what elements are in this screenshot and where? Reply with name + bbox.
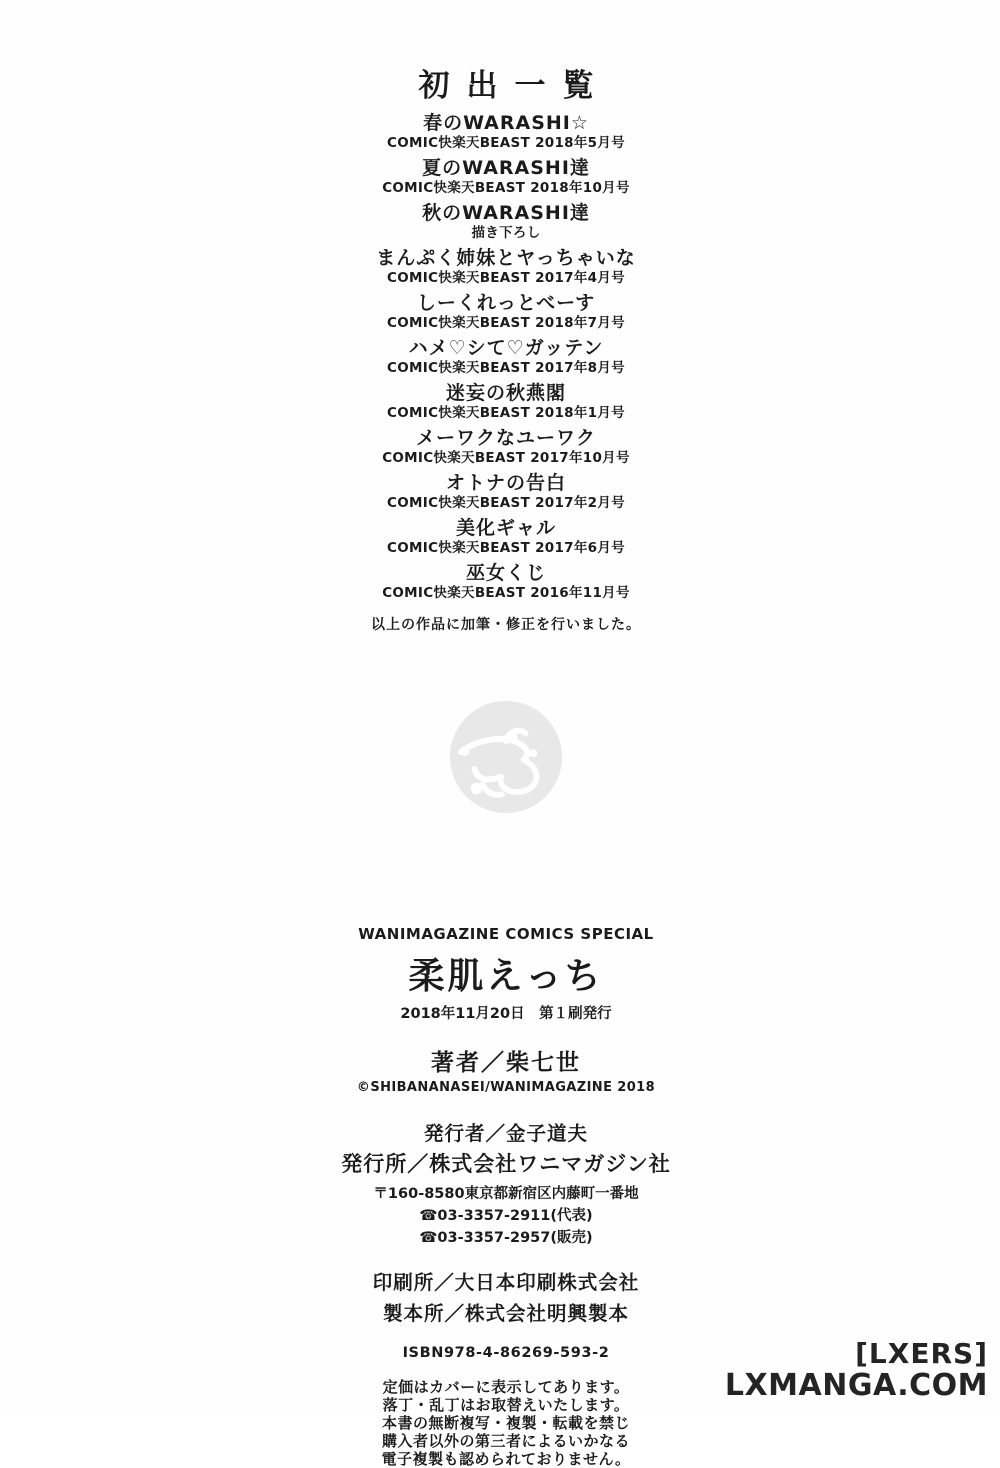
print-date: 2018年11月20日 第１刷発行 <box>400 1006 612 1022</box>
revision-note: 以上の作品に加筆・修正を行いました。 <box>371 617 641 633</box>
publisher-company: 発行所／株式会社ワニマガジン社 <box>341 1152 671 1176</box>
work-source: COMIC快楽天BEAST 2018年5月号 <box>387 135 625 151</box>
list-item <box>0 382 1000 421</box>
work-title: 迷妄の秋燕閣 <box>445 382 566 404</box>
list-item <box>0 337 1000 376</box>
work-title: まんぷく姉妹とヤっちゃいな <box>376 247 636 269</box>
list-item <box>0 517 1000 556</box>
phone-main: ☎03-3357-2911(代表) <box>419 1208 593 1224</box>
list-item <box>0 247 1000 286</box>
list-item <box>0 202 1000 241</box>
work-source: COMIC快楽天BEAST 2017年6月号 <box>387 540 625 556</box>
work-source: COMIC快楽天BEAST 2017年8月号 <box>387 360 625 376</box>
work-title: 秋のWARASHI達 <box>422 202 590 224</box>
series-label: WANIMAGAZINE COMICS SPECIAL <box>358 925 654 943</box>
work-source: COMIC快楽天BEAST 2016年11月号 <box>382 585 630 601</box>
work-source: COMIC快楽天BEAST 2018年1月号 <box>387 405 625 421</box>
work-source: COMIC快楽天BEAST 2017年4月号 <box>387 270 625 286</box>
work-title: 巫女くじ <box>465 562 546 584</box>
work-title: ハメ♡シて♡ガッテン <box>408 337 604 359</box>
work-title: オトナの告白 <box>445 472 566 494</box>
publisher-logo-area <box>0 698 1000 816</box>
book-title: 柔肌えっち <box>408 956 604 997</box>
work-source: COMIC快楽天BEAST 2017年2月号 <box>387 495 625 511</box>
list-item <box>0 157 1000 196</box>
printer-line: 印刷所／大日本印刷株式会社 <box>372 1271 640 1294</box>
site-watermark <box>724 1337 988 1403</box>
disclaimer-line: 落丁・乱丁はお取替えいたします。 <box>382 1396 630 1414</box>
publisher-person: 発行者／金子道夫 <box>423 1122 588 1145</box>
wanimagazine-crocodile-logo-icon <box>447 698 565 816</box>
binder-line: 製本所／株式会社明興製本 <box>382 1302 629 1325</box>
work-title: 春のWARASHI☆ <box>423 112 589 134</box>
work-source: 描き下ろし <box>471 225 541 241</box>
phone-sales: ☎03-3357-2957(販売) <box>419 1230 593 1246</box>
disclaimer-line: 購入者以外の第三者によるいかなる <box>381 1432 630 1450</box>
work-title: しーくれっとべーす <box>416 292 596 314</box>
watermark-tag: [LXERS] <box>855 1337 988 1370</box>
disclaimer-line: 電子複製も認められておりません。 <box>381 1450 631 1468</box>
page-title: 初出一覧 <box>418 68 611 104</box>
disclaimer-line: 定価はカバーに表示してあります。 <box>382 1378 630 1396</box>
publisher-address: 〒160-8580東京都新宿区内藤町一番地 <box>373 1186 639 1202</box>
work-source: COMIC快楽天BEAST 2017年10月号 <box>382 450 630 466</box>
watermark-site: LXMANGA.COM <box>724 1368 988 1403</box>
first-publication-list <box>0 112 1000 634</box>
disclaimer-line: 本書の無断複写・複製・転載を禁じ <box>381 1414 630 1432</box>
work-title: メーワクなユーワク <box>415 427 596 449</box>
work-source: COMIC快楽天BEAST 2018年10月号 <box>382 180 630 196</box>
work-title: 夏のWARASHI達 <box>422 157 590 179</box>
isbn: ISBN978-4-86269-593-2 <box>402 1345 610 1361</box>
list-item <box>0 112 1000 151</box>
author-line: 著者／柴七世 <box>431 1050 581 1076</box>
list-item <box>0 427 1000 466</box>
copyright-line: ©SHIBANANASEI/WANIMAGAZINE 2018 <box>356 1080 656 1095</box>
list-item <box>0 562 1000 601</box>
list-item <box>0 472 1000 511</box>
work-source: COMIC快楽天BEAST 2018年7月号 <box>387 315 625 331</box>
work-title: 美化ギャル <box>455 517 556 539</box>
list-item <box>0 292 1000 331</box>
